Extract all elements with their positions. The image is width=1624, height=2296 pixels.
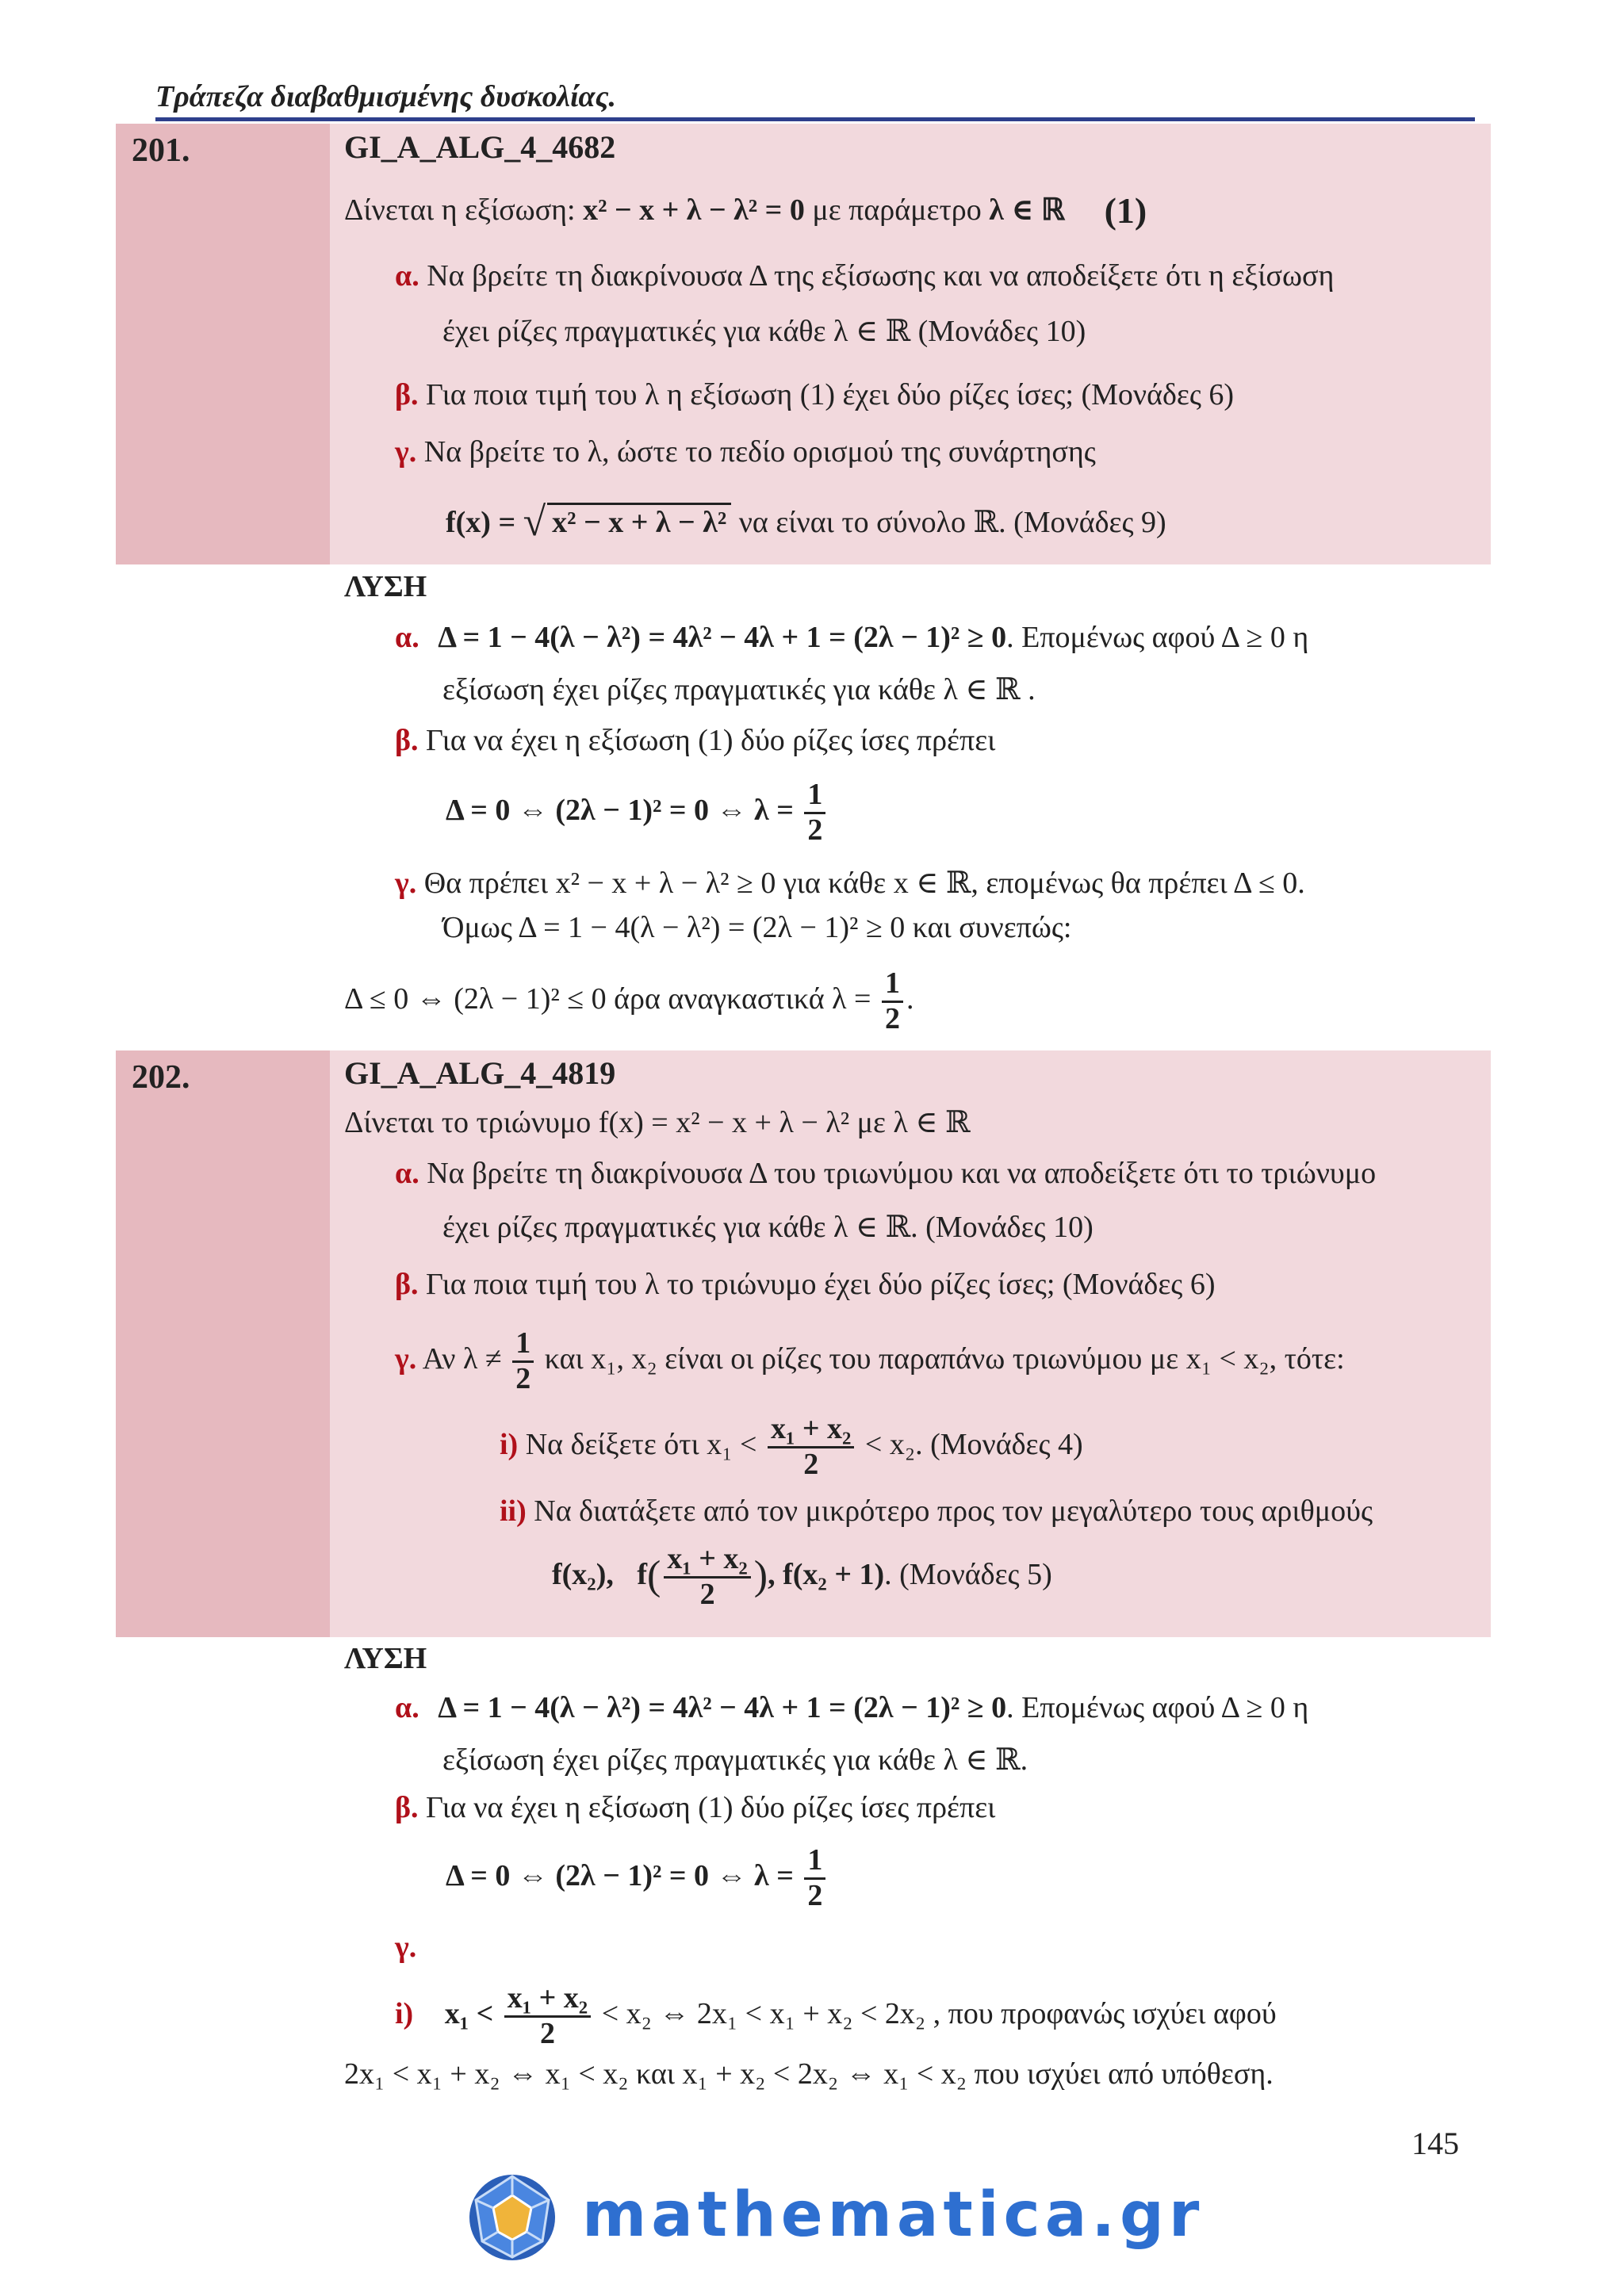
logo-text: mathematica.gr xyxy=(582,2179,1205,2251)
solution-b: β. Για να έχει η εξίσωση (1) δύο ρίζες ίσες πρέπει xyxy=(395,724,996,757)
question-c: γ. Αν λ ≠ $\frac{1}{2}$ και x₁, x₂ είναι οι ρίζες του παραπάνω τριωνύμου με x₁ < x₂, τότε: xyxy=(395,1326,1345,1395)
solution-c-line3: Δ ≤ 0 ⇔ (2λ − 1)² ≤ 0 άρα αναγκαστικά λ = $\frac{1}{2}$ . xyxy=(344,966,914,1035)
question-b: β. Για ποια τιμή του λ το τριώνυμο έχει δύο ρίζες ίσες; (Μονάδες 6) xyxy=(395,1268,1216,1301)
page-number: 145 xyxy=(1411,2126,1459,2161)
fraction: $\frac{1}{2}$ xyxy=(882,967,903,1036)
question-c-function: f(x) = √ x² − x + λ − λ² να είναι το σύνολο ℝ. (Μονάδες 9) xyxy=(446,499,1166,545)
solution-a: α. Δ = 1 − 4(λ − λ²) = 4λ² − 4λ + 1 = (2λ − 1)² ≥ 0. Επομένως αφού Δ ≥ 0 η xyxy=(395,1691,1309,1724)
page-header-title: Τράπεζα διαβαθμισμένης δυσκολίας. xyxy=(155,80,617,113)
solution-c: γ. Θα πρέπει x² − x + λ − λ² ≥ 0 για κάθε x ∈ ℝ, επομένως θα πρέπει Δ ≤ 0. xyxy=(395,867,1305,900)
solution-b-equation: Δ = 0 ⇔ (2λ − 1)² = 0 ⇔ λ = $\frac{1}{2}$ xyxy=(446,779,829,848)
solution-c-i: i) x₁ < $\frac{\text{x₁ + x₂}}{2}$ < x₂ ⇔ 2x₁ < x₁ + x₂ < 2x₂ , που προφανώς ισχύει αφού xyxy=(395,1981,1277,2050)
question-c-ii-values: f(x₂), f( $\frac{\text{x₁ + x₂}}{2}$ ), f(x₂ + 1). (Μονάδες 5) xyxy=(552,1542,1052,1611)
problem-intro: Δίνεται το τριώνυμο f(x) = x² − x + λ − λ² με λ ∈ ℝ xyxy=(344,1106,971,1139)
problem-number-column xyxy=(116,124,330,564)
site-logo[interactable] xyxy=(463,2168,1205,2263)
question-a: α. Να βρείτε τη διακρίνουσα Δ της εξίσωσης και να αποδείξετε ότι η εξίσωση xyxy=(395,259,1335,293)
solution-a-line2: εξίσωση έχει ρίζες πραγματικές για κάθε λ ∈ ℝ . xyxy=(442,673,1036,706)
question-a-line2: έχει ρίζες πραγματικές για κάθε λ ∈ ℝ. (Μονάδες 10) xyxy=(442,1211,1094,1244)
problem-code: GI_A_ALG_4_4682 xyxy=(344,129,616,165)
solution-a-line2: εξίσωση έχει ρίζες πραγματικές για κάθε λ ∈ ℝ. xyxy=(442,1743,1028,1777)
fraction: $\frac{\text{x₁ + x₂}}{2}$ xyxy=(664,1543,750,1612)
solution-title: ΛΥΣΗ xyxy=(344,570,427,603)
problem-number: 201. xyxy=(132,132,190,169)
polyhedron-logo-icon xyxy=(463,2168,566,2263)
question-a: α. Να βρείτε τη διακρίνουσα Δ του τριωνύμου και να αποδείξετε ότι το τριώνυμο xyxy=(395,1157,1377,1190)
fraction: $\frac{\text{x₁ + x₂}}{2}$ xyxy=(768,1413,854,1482)
problem-number: 202. xyxy=(132,1059,190,1096)
question-a-line2: έχει ρίζες πραγματικές για κάθε λ ∈ ℝ (Μονάδες 10) xyxy=(442,315,1086,348)
solution-c-line2: Όμως Δ = 1 − 4(λ − λ²) = (2λ − 1)² ≥ 0 και συνεπώς: xyxy=(442,911,1072,944)
question-c-i: i) Να δείξετε ότι x₁ < $\frac{\text{x₁ + x₂}}{2}$ < x₂. (Μονάδες 4) xyxy=(500,1412,1083,1481)
question-b: β. Για ποια τιμή του λ η εξίσωση (1) έχει δύο ρίζες ίσες; (Μονάδες 6) xyxy=(395,378,1235,411)
fraction: $\frac{1}{2}$ xyxy=(804,1844,825,1913)
solution-b: β. Για να έχει η εξίσωση (1) δύο ρίζες ίσες πρέπει xyxy=(395,1791,996,1824)
sqrt-icon: √ xyxy=(523,499,546,545)
problem-intro: Δίνεται η εξίσωση: x² − x + λ − λ² = 0 με παράμετρο λ ∈ ℝ (1) xyxy=(344,190,1147,231)
solution-c-last: 2x₁ < x₁ + x₂ ⇔ x₁ < x₂ και x₁ + x₂ < 2x₂ ⇔ x₁ < x₂ που ισχύει από υπόθεση. xyxy=(344,2057,1274,2091)
problem-code: GI_A_ALG_4_4819 xyxy=(344,1055,616,1091)
fraction: $\frac{\text{x₁ + x₂}}{2}$ xyxy=(504,1982,591,2051)
fraction: $\frac{1}{2}$ xyxy=(804,779,825,848)
question-c: γ. Να βρείτε το λ, ώστε το πεδίο ορισμού της συνάρτησης xyxy=(395,435,1096,469)
header-rule xyxy=(155,117,1475,121)
solution-title: ΛΥΣΗ xyxy=(344,1642,427,1675)
fraction: $\frac{1}{2}$ xyxy=(512,1327,534,1396)
problem-number-column xyxy=(116,1050,330,1637)
solution-a: α. Δ = 1 − 4(λ − λ²) = 4λ² − 4λ + 1 = (2λ − 1)² ≥ 0. Επομένως αφού Δ ≥ 0 η xyxy=(395,621,1309,654)
question-c-ii: ii) Να διατάξετε από τον μικρότερο προς τον μεγαλύτερο τους αριθμούς xyxy=(500,1494,1373,1528)
solution-b-equation: Δ = 0 ⇔ (2λ − 1)² = 0 ⇔ λ = $\frac{1}{2}$ xyxy=(446,1844,829,1913)
solution-c: γ. xyxy=(395,1931,417,1964)
